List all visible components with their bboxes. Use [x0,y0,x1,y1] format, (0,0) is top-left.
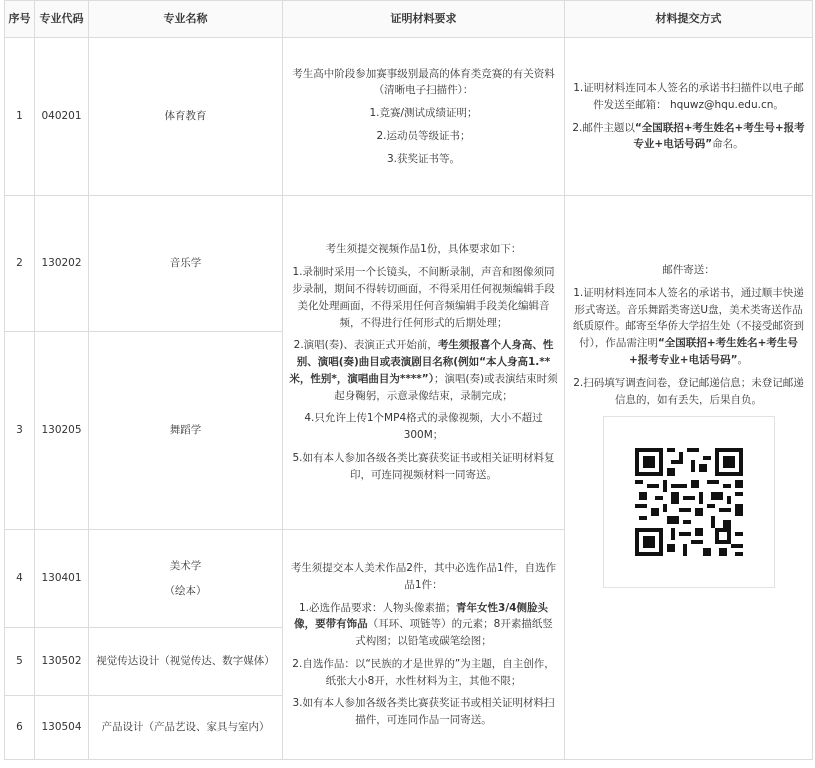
row-name: 产品设计（产品艺设、家具与室内） [89,696,283,760]
music-req-p2 [289,337,558,404]
text-fragment: 1.必选作品要求：人物头像素描； [299,601,457,614]
mail-p1 [571,285,806,369]
art-intro: 考生须提交本人美术作品2件，其中必选作品1件，自选作品1件： [290,561,557,591]
sports-submission [565,38,813,196]
row-no: 2 [5,196,35,332]
header-row [5,1,813,38]
sports-item: 2.运动员等级证书； [376,129,471,142]
row-name [89,530,283,628]
sports-requirements [283,38,565,196]
row-no: 1 [5,38,35,196]
music-dance-requirements [283,196,565,530]
row-code: 130504 [35,696,89,760]
sports-submit-p1: 1.证明材料连同本人签名的承诺书扫描件以电子邮件发送至邮箱： hquwz@hqu.edu.cn。 [573,81,804,111]
row-name: 舞蹈学 [89,332,283,530]
row-code: 130502 [35,628,89,696]
text-fragment: 2.邮件主题以 [572,121,635,134]
row-name: 音乐学 [89,196,283,332]
row-name: 体育教育 [89,38,283,196]
mail-p2: 2.扫码填写调查问卷，登记邮递信息；未登记邮递信息的，如有丢失，后果自负。 [573,376,804,406]
subject-format: “全国联招+考生姓名+考生号+报考专业+电话号码” [633,121,805,151]
row-code: 130202 [35,196,89,332]
text-fragment: （耳环、项链等）的元素；8开素描纸竖式构图；以铅笔或碳笔绘图； [355,618,553,648]
table-row [5,38,813,196]
row-no: 6 [5,696,35,760]
header-no: 序号 [5,1,35,38]
row-code: 130205 [35,332,89,530]
mail-submission [565,196,813,760]
music-req-p5: 5.如有本人参加各级各类比赛获奖证书或相关证明材料复印，可连同视频材料一同寄送。 [292,452,555,481]
text-fragment: 。 [737,353,748,366]
row-name-main: 美术学 [169,559,202,572]
row-code: 040201 [35,38,89,196]
row-code: 130401 [35,530,89,628]
qr-code[interactable] [603,416,775,588]
header-submission: 材料提交方式 [565,1,813,38]
row-no: 4 [5,530,35,628]
text-fragment: ；演唱(奏)或表演结束时须起身鞠躬，示意录像结束，录制完成； [334,372,558,402]
art-req-p1 [289,600,558,650]
text-fragment: 2.演唱(奏)、表演正式开始前， [293,339,438,352]
sports-intro: 考生高中阶段参加赛事级别最高的体育类竞赛的有关资料（清晰电子扫描件）： [292,67,555,97]
header-code: 专业代码 [35,1,89,38]
header-requirements: 证明材料要求 [283,1,565,38]
music-req-p4: 4.只允许上传1个MP4格式的录像视频，大小不超过300M； [304,412,543,442]
text-fragment: 命名。 [712,138,744,151]
art-req-p2: 2.自选作品：以“民族的才是世界的”为主题，自主创作，纸张大小8开，水性材料为主，其他不限； [292,657,555,687]
art-requirements [283,530,565,760]
row-name: 视觉传达设计（视觉传达、数字媒体） [89,628,283,696]
row-no: 3 [5,332,35,530]
header-name: 专业名称 [89,1,283,38]
sports-submit-p2 [571,120,806,154]
sports-item: 1.竞赛/测试成绩证明； [369,107,478,120]
music-req-p1: 1.录制时采用一个长镜头，不间断录制，声音和图像须同步录制，期间不得转切画面，不得采用任何视频编辑手段美化处理画面，不得采用任何音频编辑手段美化编辑音频，不得进行任何形式的后期处理； [292,266,555,329]
qr-code-icon [635,448,743,556]
materials-table [4,0,813,760]
art-req-p3: 3.如有本人参加各级各类比赛获奖证书或相关证明材料扫描件，可连同作品一同寄送。 [292,697,555,727]
row-name-sub: （绘本） [164,584,207,597]
bold-fragment: 青年女性3/4侧脸头像，要带有饰品 [294,601,548,631]
sports-item: 3.获奖证书等。 [386,152,461,165]
text-fragment: 1.证明材料连同本人签名的承诺书，通过顺丰快递形式寄送。音乐舞蹈类寄送U盘，美术类寄送作品纸质原件。邮寄至华侨大学招生处（不接受邮资到付），作品需注明 [573,286,804,350]
mail-title: 邮件寄送： [662,264,715,276]
table-row [5,196,813,332]
bold-fragment: 考生须报喜个人身高、性别、演唱(奏)曲目或表演剧目名称(例如“本人身高1.**米，性别*，演唱曲目为****”） [289,339,554,385]
bold-fragment: “全国联招+考生姓名+考生号+报考专业+电话号码” [629,337,798,366]
row-no: 5 [5,628,35,696]
music-intro: 考生须提交视频作品1份，具体要求如下： [325,243,522,256]
